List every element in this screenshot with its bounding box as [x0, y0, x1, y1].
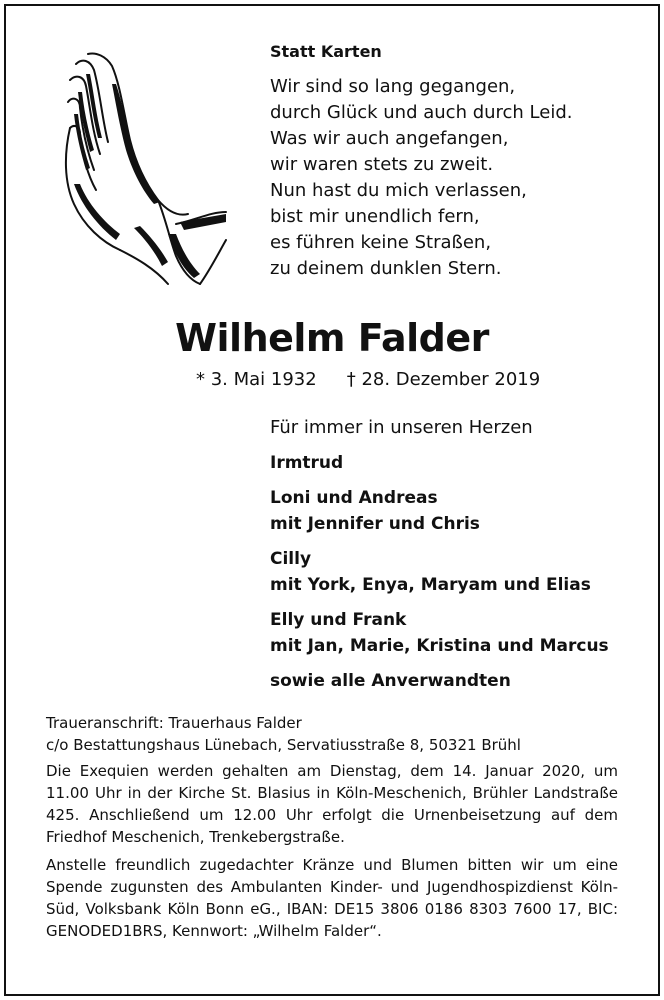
- poem-line: es führen keine Straßen,: [270, 232, 492, 253]
- poem-line: zu deinem dunklen Stern.: [270, 258, 502, 279]
- footer-info: [46, 712, 618, 948]
- poem-block: [270, 40, 640, 282]
- poem-line: bist mir unendlich fern,: [270, 206, 480, 227]
- deceased-name: Wilhelm Falder: [175, 316, 489, 360]
- mourner-group: [270, 607, 640, 659]
- mourner-group: [270, 546, 640, 598]
- dedication-line: Für immer in unseren Herzen: [270, 417, 533, 438]
- mourning-address: [46, 712, 618, 756]
- donation-info: Anstelle freundlich zugedachter Kränze und Blumen bitten wir um eine Spende zugunsten des Ambulanten Kinder- und Jugendhospizdienst Köln-Süd, Volksbank Köln Bonn eG., IBAN: DE15 3806 0186 8303 7600 17, BIC: GENODED1BRS, Kennwort: „Wilhelm Falder“.: [46, 856, 618, 940]
- death-date: † 28. Dezember 2019: [346, 369, 541, 390]
- mourner-line: mit Jennifer und Chris: [270, 514, 480, 534]
- birth-date: * 3. Mai 1932: [196, 369, 317, 390]
- address-line: Traueranschrift: Trauerhaus Falder: [46, 714, 302, 732]
- address-line: c/o Bestattungshaus Lünebach, Servatiusstraße 8, 50321 Brühl: [46, 736, 521, 754]
- poem-line: durch Glück und auch durch Leid.: [270, 102, 573, 123]
- mourner-line: Elly und Frank: [270, 610, 407, 630]
- service-info: Die Exequien werden gehalten am Dienstag, dem 14. Januar 2020, um 11.00 Uhr in der Kirche St. Blasius in Köln-Meschenich, Brühler Landstraße 425. Anschließend um 12.00 Uhr erfolgt die Urnenbeisetzung auf dem Friedhof Meschenich, Trenkebergstraße.: [46, 762, 618, 846]
- poem-line: wir waren stets zu zweit.: [270, 154, 494, 175]
- intro-heading: Statt Karten: [270, 42, 382, 61]
- mourners-block: [270, 416, 640, 703]
- mourner-line: Cilly: [270, 549, 312, 569]
- praying-hands-icon: [50, 44, 234, 290]
- poem-line: Nun hast du mich verlassen,: [270, 180, 527, 201]
- mourner-group: [270, 485, 640, 537]
- mourner-line: Loni und Andreas: [270, 488, 438, 508]
- poem-line: Was wir auch angefangen,: [270, 128, 509, 149]
- mourner-line: mit York, Enya, Maryam und Elias: [270, 575, 591, 595]
- mourner-line: sowie alle Anverwandten: [270, 671, 511, 691]
- poem-line: Wir sind so lang gegangen,: [270, 76, 516, 97]
- mourner-group: [270, 450, 640, 476]
- life-dates: [196, 368, 540, 392]
- mourner-group: [270, 668, 640, 694]
- mourner-line: mit Jan, Marie, Kristina und Marcus: [270, 636, 609, 656]
- mourner-line: Irmtrud: [270, 453, 344, 473]
